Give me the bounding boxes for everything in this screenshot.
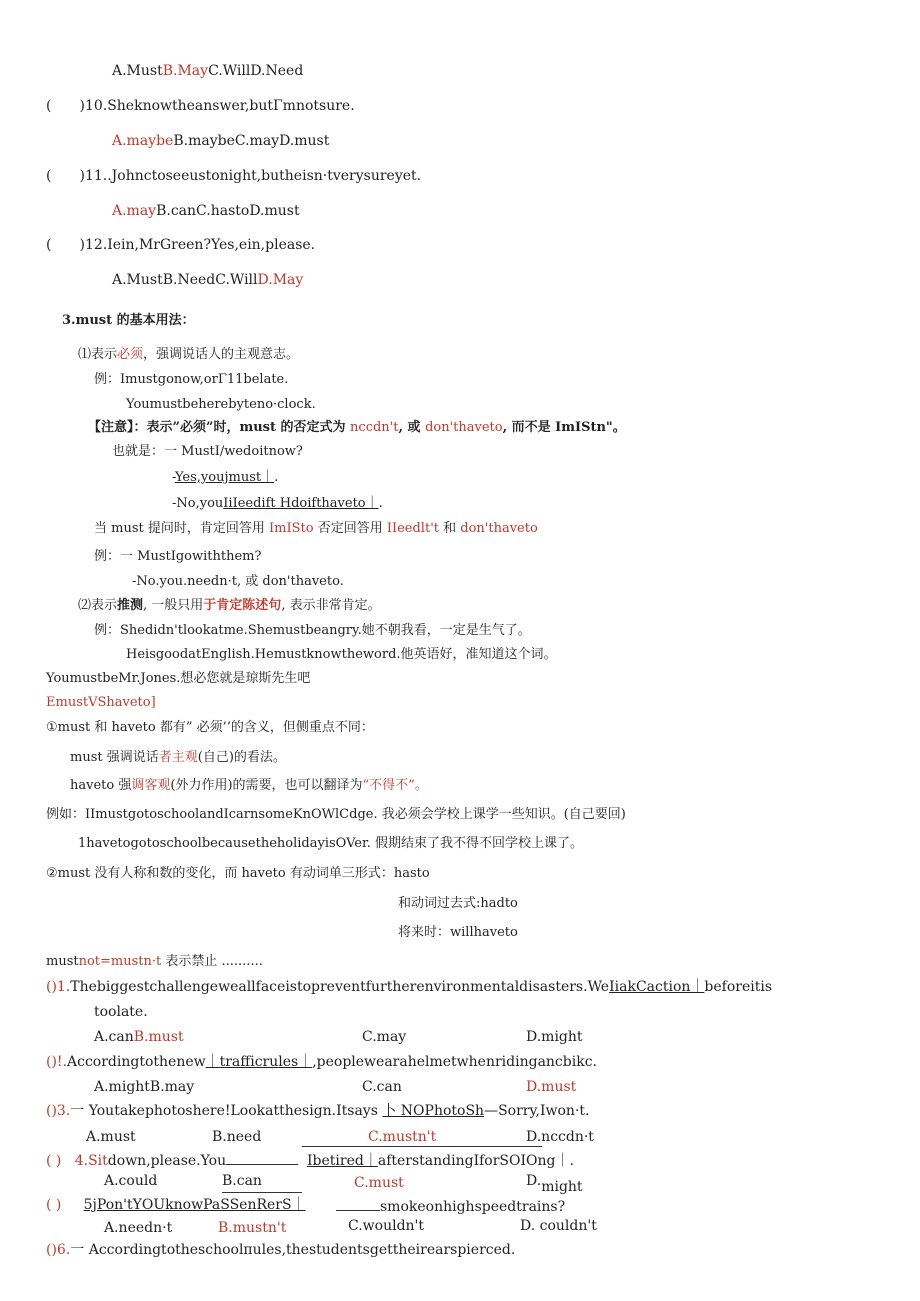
exercise-5-option-d: D. couldn't	[520, 1218, 597, 1234]
exercise-1-option-ab: A.canB.must	[94, 1029, 184, 1045]
example-3-q: 例：一 MustIgowiththem?	[94, 549, 262, 564]
compare-point-2: ②must 没有人称和数的变化，而 haveto 有动词单三形式：hasto	[46, 866, 430, 881]
exercise-6: ()6.一 Accordingtotheschoolπules,thestudentsgettheirearspierced.	[46, 1242, 516, 1258]
exercise-2: ()!.Accordingtothenew｜trafficrules｜,peoplewearahelmetwhenridingancbikc.	[46, 1054, 597, 1070]
question-11: ( )11..Johnctoseeustonight,butheisn·tverysureyet.	[46, 168, 422, 184]
usage-2-example-3: YoumustbeMr.Jones.想必您就是琼斯先生吧	[46, 671, 311, 686]
exercise-2-option-d: D.must	[526, 1079, 577, 1095]
exercise-2-option-c: C.can	[362, 1079, 402, 1095]
usage-2-example-1: 例：Shedidn'tlookatme.Shemustbeangry.她不朝我看，一定是生气了。	[94, 623, 531, 638]
exercise-5-tail: smokeonhighspeedtrains?	[336, 1196, 565, 1216]
exercise-5-blank	[336, 1196, 380, 1211]
compare-title: EmustVShaveto]	[46, 695, 156, 710]
also-no: -No,youIiIeedift Hdoifthaveto｜.	[172, 496, 383, 511]
haveto-future: 将来时：willhaveto	[398, 925, 518, 940]
exercise-4-option-d: D.might	[526, 1173, 583, 1195]
q10-answer: A.maybe	[112, 133, 174, 149]
exercise-5: ( ) 5jPon'tYOUknowPaSSenRerS｜	[46, 1197, 306, 1213]
q12-options: A.MustB.NeedC.WillD.May	[112, 272, 304, 288]
q9-options: A.MustB.MayC.WillD.Need	[112, 63, 304, 79]
compare-point-1: ①must 和 haveto 都有” 必须’’的含义，但侧重点不同：	[46, 720, 374, 735]
q9-answer: B.May	[162, 63, 209, 79]
exercise-5-option-b: B.mustn't	[218, 1220, 287, 1236]
usage-1: ⑴表示必须，强调说话人的主观意志。	[78, 347, 300, 362]
q10-options: A.maybeB.maybeC.mayD.must	[112, 133, 330, 149]
exercise-5-option-a: A.needn·t	[104, 1220, 173, 1236]
exercise-3-option-c: C.mustn't	[368, 1129, 437, 1145]
exercise-1: ()1.Thebiggestchallengeweallfaceistopreventfurtherenvironmentaldisasters.WeIiakCaction｜beforeitis	[46, 979, 773, 995]
exercise-3-option-b: B.need	[212, 1129, 262, 1145]
compare-haveto: haveto 强调客观(外力作用)的需要，也可以翻译为“不得不”。	[70, 778, 428, 793]
note: 【注意】：表示”必须”时，must 的否定式为 nccdn't, 或 don'thaveto, 而不是 ImIStn"。	[88, 420, 626, 435]
exercise-4: ( ) 4.Sitdown,please.You Ibetired｜afterstandingIforSOIOng｜.	[46, 1150, 574, 1170]
compare-example-2: 1havetogotoschoolbecausetheholidayisOVer. 假期结束了我不得不回学校上课了。	[78, 836, 584, 851]
q11-options: A.mayB.canC.hastoD.must	[112, 203, 300, 219]
usage-1-example-2: Youmustbeherebyteno·clock.	[126, 397, 316, 412]
exercise-3-option-d: D.nccdn·t	[526, 1129, 594, 1145]
exercise-1-option-c: C.may	[362, 1029, 407, 1045]
also-yes: -Yes,youjmust｜.	[172, 470, 279, 485]
exercise-4-blank	[226, 1150, 298, 1165]
exercise-3-option-a: A.must	[86, 1129, 136, 1145]
exercise-3-rule	[302, 1146, 542, 1147]
q11-answer: A.may	[112, 203, 157, 219]
question-12: ( )12.Iein,MrGreen?Yes,ein,please.	[46, 237, 316, 253]
exercise-4-option-c: C.must	[354, 1175, 404, 1191]
usage-2: ⑵表示推测, 一般只用于肯定陈述句, 表示非常肯定。	[78, 598, 381, 613]
exercise-4-rule	[222, 1192, 302, 1193]
compare-example-1: 例如：IImustgotoschoolandIcarnsomeKnOWlCdge. 我必须会学校上课学一些知识。(自己要回)	[46, 807, 626, 822]
example-3-a: -No.you.needn·t, 或 don'thaveto.	[132, 574, 344, 589]
when-question: 当 must 提问时，肯定回答用 ImISto 否定回答用 IIeedlt't 和 don'thaveto	[94, 521, 538, 536]
compare-must: must 强调说话者主观(自己)的看法。	[70, 750, 286, 765]
exercise-1-option-d: D.might	[526, 1029, 583, 1045]
exercise-3: ()3.一 Youtakephotoshere!Lookatthesign.Itsays 卜 NOPhotoSh—Sorry,Iwon·t.	[46, 1103, 590, 1119]
exercise-4-option-a: A.could	[104, 1173, 158, 1189]
also-question: 也就是：一 MustI/wedoitnow?	[112, 444, 303, 459]
mustnot-line: mustnot=mustn·t 表示禁止 ..........	[46, 954, 263, 969]
exercise-1-cont: toolate.	[94, 1004, 148, 1020]
exercise-2-option-ab: A.mightB.may	[94, 1079, 195, 1095]
exercise-5-option-c: C.wouldn't	[348, 1218, 425, 1234]
q12-answer: D.May	[257, 272, 304, 288]
section-heading: 3.must 的基本用法：	[62, 313, 195, 328]
haveto-past: 和动词过去式:hadto	[398, 896, 518, 911]
question-10: ( )10.Sheknowtheanswer,butΓmnotsure.	[46, 98, 355, 114]
usage-1-example-1: 例：Imustgonow,orΓ11belate.	[94, 372, 289, 387]
exercise-4-option-b: B.can	[222, 1173, 262, 1189]
usage-2-example-2: HeisgoodatEnglish.Hemustknowtheword.他英语好，准知道这个词。	[126, 647, 557, 662]
